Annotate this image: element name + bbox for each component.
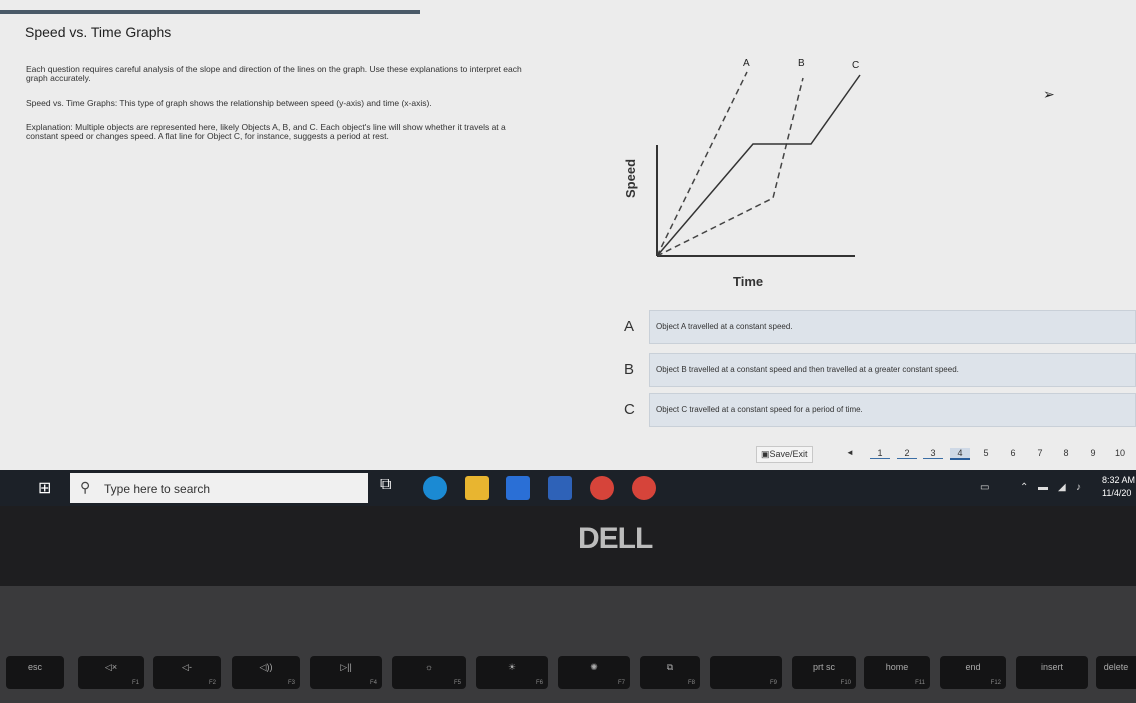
page-link-6[interactable]: 6 [1010,448,1016,458]
key-label: ◁- [182,662,192,672]
page-link-5[interactable]: 5 [983,448,989,458]
key-sub: F7 [617,680,625,686]
task-view-icon[interactable]: ⧉ [380,476,392,493]
answer-text-c: Object C travelled at a constant speed for a period of time. [656,405,863,414]
file-explorer-icon[interactable] [465,476,489,500]
key-label: prt sc [812,662,835,672]
key-f7[interactable] [558,656,630,689]
answer-letter-c: C [624,401,635,418]
key-label: ☼ [424,662,434,672]
key-f3[interactable] [232,656,300,689]
clock-date: 11/4/20 [1102,488,1132,498]
page-link-9[interactable]: 9 [1090,448,1096,458]
windows-start-icon[interactable]: ⊞ [38,480,52,497]
x-axis-label: Time [733,274,764,289]
key-label: esc [27,662,42,672]
description-text: Speed vs. Time Graphs: This type of graph shows the relationship between speed (y-axis) and time (x-axis). [26,98,432,108]
key-label: ⧉ [666,662,674,672]
key-label: delete [1103,662,1129,672]
key-sub: F9 [769,680,777,686]
answer-box-a[interactable] [649,310,1136,344]
key-label: ◁)) [259,662,273,672]
page-link-4[interactable]: 4 [950,448,970,460]
key-sub: F1 [131,680,139,686]
store-icon[interactable] [506,476,530,500]
key-label: end [965,662,981,672]
answer-box-b[interactable] [649,353,1136,387]
key-sub: F4 [369,680,377,686]
series-c-line [657,75,860,256]
key-label: insert [1040,662,1063,672]
key-label: home [885,662,909,672]
key-insert[interactable] [1016,656,1088,689]
key-prtsc[interactable] [792,656,856,689]
wifi-icon[interactable]: ◢ [1058,482,1066,493]
page-link-1[interactable]: 1 [870,448,890,459]
prev-arrow-icon[interactable]: ◄ [846,448,854,457]
laptop-keyboard [0,586,1136,703]
tray-expand-icon[interactable]: ⌃ [1020,482,1029,493]
series-a-label: A [743,58,750,69]
key-f1[interactable] [78,656,144,689]
taskbar-search-box[interactable] [70,473,368,503]
dell-logo: DELL [578,522,653,555]
tray-app-icon[interactable]: ▭ [980,482,990,493]
key-label: ☀ [507,662,517,672]
key-f6[interactable] [476,656,548,689]
key-sub: F6 [535,680,543,686]
key-end[interactable] [940,656,1006,689]
explanation-line-2: constant speed or changes speed. A flat line for Object C, for instance, suggests a period at rest. [26,131,389,141]
key-sub: F3 [287,680,295,686]
mouse-cursor-icon: ➢ [1043,86,1055,102]
intro-line-1: Each question requires careful analysis of the slope and direction of the lines on the graph. Use these explanations to interpret each [26,64,522,74]
save-icon: ▣ [761,449,770,459]
key-f9[interactable] [710,656,782,689]
key-f2[interactable] [153,656,221,689]
progress-strip [0,10,420,14]
chrome-icon[interactable] [590,476,614,500]
page-title: Speed vs. Time Graphs [25,24,172,40]
search-placeholder: Type here to search [104,482,211,496]
save-exit-label: Save/Exit [769,449,808,459]
chrome-profile-icon[interactable] [632,476,656,500]
search-icon: ⚲ [80,479,91,495]
answer-option-b[interactable] [612,353,1136,387]
volume-icon[interactable]: ♪ [1076,482,1081,493]
key-esc[interactable] [6,656,64,689]
key-f4[interactable] [310,656,382,689]
answer-letter-a: A [624,318,635,335]
key-f8[interactable] [640,656,700,689]
key-sub: F8 [687,680,695,686]
y-axis-label: Speed [623,158,638,198]
answer-option-c[interactable] [612,393,1136,427]
key-f5[interactable] [392,656,466,689]
laptop-bezel [0,506,1136,586]
explanation-line-1: Explanation: Multiple objects are represented here, likely Objects A, B, and C. Each object's line will show whether it travels at a [26,122,506,132]
windows-taskbar [0,470,1136,506]
key-label: ▷|| [340,662,352,672]
edge-browser-icon[interactable] [423,476,447,500]
speed-time-chart [615,50,885,295]
key-sub: F2 [208,680,216,686]
key-label: ✺ [590,662,598,672]
answer-box-c[interactable] [649,393,1136,427]
save-exit-button[interactable] [756,446,813,463]
clock-time: 8:32 AM [1102,475,1136,485]
mail-icon[interactable] [548,476,572,500]
key-sub: F11 [915,680,925,686]
page-link-7[interactable]: 7 [1037,448,1043,458]
page-link-3[interactable]: 3 [923,448,943,459]
question-nav-bar [750,444,1136,464]
key-home[interactable] [864,656,930,689]
battery-icon[interactable]: ▬ [1038,482,1048,493]
answer-letter-b: B [624,361,635,378]
key-sub: F12 [990,680,1001,686]
series-c-label: C [852,60,860,71]
answer-text-a: Object A travelled at a constant speed. [656,322,793,331]
key-sub: F10 [840,680,851,686]
key-delete[interactable] [1096,656,1136,689]
series-b-label: B [798,58,805,69]
series-a-line [657,72,747,256]
answer-option-a[interactable] [612,310,1136,344]
key-label: ◁× [104,662,118,672]
key-sub: F5 [453,680,461,686]
page-link-2[interactable]: 2 [897,448,917,459]
answer-text-b: Object B travelled at a constant speed and then travelled at a greater constant speed. [656,365,959,374]
taskbar-clock[interactable] [1102,474,1135,500]
page-link-10[interactable]: 10 [1114,448,1125,458]
page-link-8[interactable]: 8 [1063,448,1069,458]
intro-line-2: graph accurately. [26,73,91,83]
